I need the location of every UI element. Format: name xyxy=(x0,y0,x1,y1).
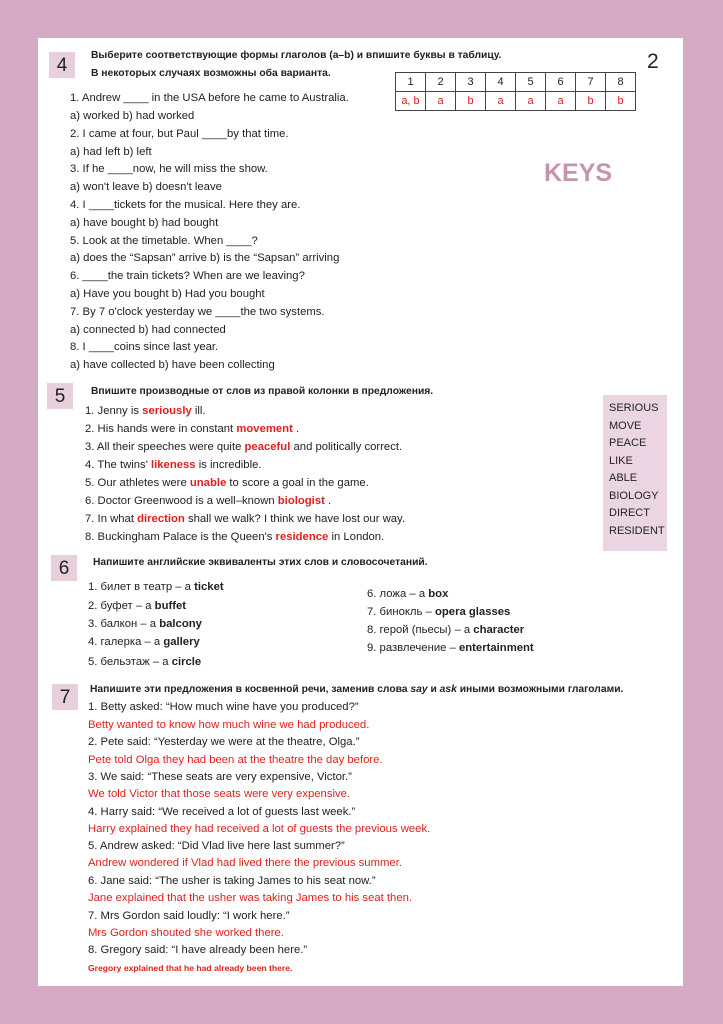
ex4-line: 1. Andrew ____ in the USA before he came to Australia. xyxy=(70,92,349,104)
exercise-4-number: 4 xyxy=(49,52,75,78)
ex6-right-item: 6. ложа – a box xyxy=(367,588,449,600)
exercise-5-number: 5 xyxy=(47,383,73,409)
table-cell: b xyxy=(576,92,606,111)
ex7-question: 2. Pete said: “Yesterday we were at the theatre, Olga.” xyxy=(88,736,360,748)
ex4-line: a) had left b) left xyxy=(70,146,152,158)
ex6-right-item: 7. бинокль – opera glasses xyxy=(367,606,511,618)
table-cell: 6 xyxy=(546,73,576,92)
ex4-line: 4. I ____tickets for the musical. Here they are. xyxy=(70,199,301,211)
ex4-line: a) have collected b) have been collecting xyxy=(70,359,275,371)
word-bank-item: RESIDENT xyxy=(609,525,665,537)
word-bank-item: ABLE xyxy=(609,472,638,484)
answer-table-header-row xyxy=(396,73,636,92)
exercise-7-instruction: Напишите эти предложения в косвенной речи, заменив слова say и ask иными возможными глаголами. xyxy=(90,684,624,695)
ex5-line: 5. Our athletes were unable to score a goal in the game. xyxy=(85,477,369,489)
ex4-line: 6. ____the train tickets? When are we leaving? xyxy=(70,270,305,282)
ex4-line: 8. I ____coins since last year. xyxy=(70,341,219,353)
ex6-left-item: 2. буфет – a buffet xyxy=(88,600,187,612)
table-cell: 1 xyxy=(396,73,426,92)
page-number: 2 xyxy=(647,50,659,73)
ex7-question: 6. Jane said: “The usher is taking James to his seat now.” xyxy=(88,875,376,887)
ex7-answer: Andrew wondered if Vlad had lived there the previous summer. xyxy=(88,857,402,869)
ex7-question: 3. We said: “These seats are very expensive, Victor.” xyxy=(88,771,352,783)
answer-table-answer-row xyxy=(396,92,636,111)
ex5-line: 3. All their speeches were quite peaceful and politically correct. xyxy=(85,441,403,453)
ex7-question: 1. Betty asked: “How much wine have you produced?” xyxy=(88,701,359,713)
exercise-6-number: 6 xyxy=(51,555,77,581)
table-cell: a xyxy=(426,92,456,111)
ex4-line: a) Have you bought b) Had you bought xyxy=(70,288,265,300)
word-bank-item: LIKE xyxy=(609,455,633,467)
ex6-left-item: 1. билет в театр – a ticket xyxy=(88,581,224,593)
ex7-question: 7. Mrs Gordon said loudly: “I work here.” xyxy=(88,910,290,922)
ex4-line: 3. If he ____now, he will miss the show. xyxy=(70,163,268,175)
ex7-question: 5. Andrew asked: “Did Vlad live here last summer?” xyxy=(88,840,345,852)
exercise-4-instruction-1: Выберите соответствующие формы глаголов (a–b) и впишите буквы в таблицу. xyxy=(91,50,502,61)
keys-label: KEYS xyxy=(544,159,613,187)
ex4-line: a) worked b) had worked xyxy=(70,110,195,122)
ex4-line: 7. By 7 o'clock yesterday we ____the two systems. xyxy=(70,306,325,318)
word-bank-item: SERIOUS xyxy=(609,402,659,414)
ex7-answer: Pete told Olga they had been at the theatre the day before. xyxy=(88,754,383,766)
table-cell: b xyxy=(606,92,636,111)
exercise-5-instruction: Впишите производные от слов из правой колонки в предложения. xyxy=(91,386,434,397)
table-cell: 2 xyxy=(426,73,456,92)
ex7-answer: Harry explained they had received a lot of guests the previous week. xyxy=(88,823,431,835)
ex7-answer: Gregory explained that he had already been there. xyxy=(88,963,293,973)
ex5-line: 2. His hands were in constant movement . xyxy=(85,423,300,435)
table-cell: b xyxy=(456,92,486,111)
ex5-line: 1. Jenny is seriously ill. xyxy=(85,405,206,417)
ex4-line: 5. Look at the timetable. When ____? xyxy=(70,235,258,247)
ex5-line: 8. Buckingham Palace is the Queen's residence in London. xyxy=(85,531,385,543)
ex7-question: 8. Gregory said: “I have already been here.” xyxy=(88,944,308,956)
ex7-answer: We told Victor that those seats were very expensive. xyxy=(88,788,351,800)
worksheet-page xyxy=(38,38,683,986)
ex6-left-item: 4. галерка – a gallery xyxy=(88,636,200,648)
ex7-answer: Betty wanted to know how much wine we had produced. xyxy=(88,719,370,731)
table-cell: 4 xyxy=(486,73,516,92)
word-bank xyxy=(603,395,667,551)
word-bank-item: PEACE xyxy=(609,437,647,449)
ex7-question: 4. Harry said: “We received a lot of guests last week.” xyxy=(88,806,356,818)
word-bank-item: BIOLOGY xyxy=(609,490,659,502)
ex6-right-item: 8. герой (пьесы) – a character xyxy=(367,624,525,636)
table-cell: 3 xyxy=(456,73,486,92)
ex4-line: 2. I came at four, but Paul ____by that time. xyxy=(70,128,289,140)
exercise-7-number: 7 xyxy=(52,684,78,710)
ex4-line: a) connected b) had connected xyxy=(70,324,226,336)
ex4-line: a) won't leave b) doesn't leave xyxy=(70,181,222,193)
ex5-line: 4. The twins' likeness is incredible. xyxy=(85,459,262,471)
exercise-6-instruction: Напишите английские эквиваленты этих слов и словосочетаний. xyxy=(93,557,428,568)
exercise-4-instruction-2: В некоторых случаях возможны оба варианта. xyxy=(91,68,331,79)
table-cell: 8 xyxy=(606,73,636,92)
table-cell: a xyxy=(486,92,516,111)
table-cell: a xyxy=(516,92,546,111)
answer-table xyxy=(395,72,636,111)
ex4-line: a) have bought b) had bought xyxy=(70,217,219,229)
ex6-left-item: 5. бельэтаж – a circle xyxy=(88,656,202,668)
table-cell: a xyxy=(546,92,576,111)
ex7-answer: Jane explained that the usher was taking James to his seat then. xyxy=(88,892,413,904)
table-cell: 5 xyxy=(516,73,546,92)
ex4-line: a) does the “Sapsan” arrive b) is the “Sapsan” arriving xyxy=(70,252,340,264)
word-bank-item: MOVE xyxy=(609,420,642,432)
table-cell: a, b xyxy=(396,92,426,111)
ex6-left-item: 3. балкон – a balcony xyxy=(88,618,202,630)
ex7-answer: Mrs Gordon shouted she worked there. xyxy=(88,927,284,939)
ex5-line: 6. Doctor Greenwood is a well–known biologist . xyxy=(85,495,332,507)
ex5-line: 7. In what direction shall we walk? I think we have lost our way. xyxy=(85,513,406,525)
ex6-right-item: 9. развлечение – entertainment xyxy=(367,642,534,654)
word-bank-item: DIRECT xyxy=(609,507,650,519)
table-cell: 7 xyxy=(576,73,606,92)
